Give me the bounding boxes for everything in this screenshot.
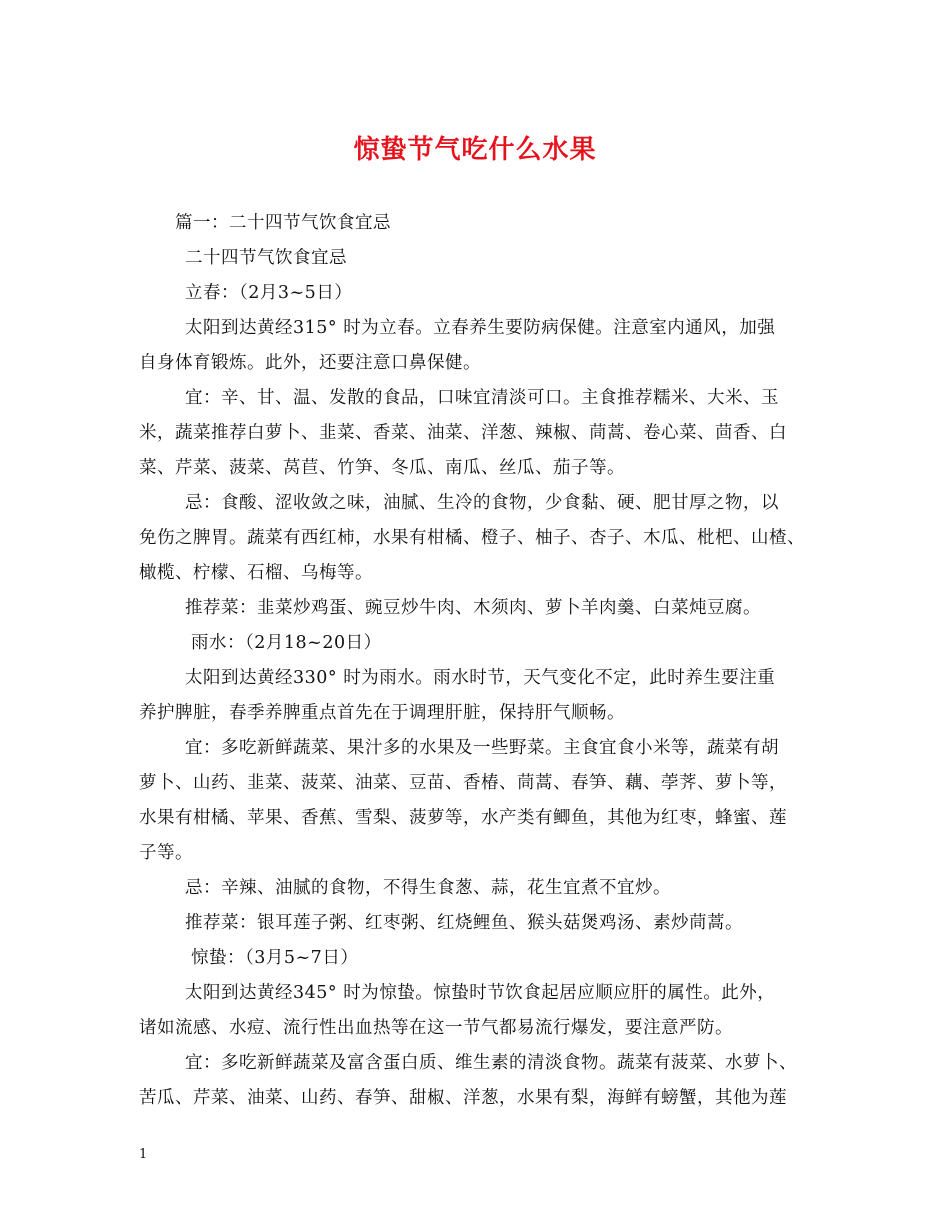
text-line: 子等。	[139, 843, 193, 863]
text-line: 推荐菜：韭菜炒鸡蛋、豌豆炒牛肉、木须肉、萝卜羊肉羹、白菜炖豆腐。	[185, 598, 761, 618]
text-line: 忌：食酸、涩收敛之味，油腻、生冷的食物，少食黏、硬、肥甘厚之物，以	[185, 493, 779, 513]
document-body	[139, 206, 829, 1116]
text-line: 免伤之脾胃。蔬菜有西红柿，水果有柑橘、橙子、柚子、杏子、木瓜、枇杷、山楂、	[139, 528, 805, 548]
text-line: 橄榄、柠檬、石榴、乌梅等。	[139, 563, 373, 583]
text-line: 宜：多吃新鲜蔬菜及富含蛋白质、维生素的清淡食物。蔬菜有菠菜、水萝卜、	[185, 1053, 797, 1073]
text-line: 诸如流感、水痘、流行性出血热等在这一节气都易流行爆发，要注意严防。	[139, 1018, 733, 1038]
text-line: 苦瓜、芹菜、油菜、山药、春笋、甜椒、洋葱，水果有梨，海鲜有螃蟹，其他为莲	[139, 1088, 787, 1108]
page-number: 1	[139, 1147, 148, 1162]
text-line: 二十四节气饮食宜忌	[185, 248, 347, 268]
text-line: 推荐菜：银耳莲子粥、红枣粥、红烧鲤鱼、猴头菇煲鸡汤、素炒茼蒿。	[185, 913, 743, 933]
text-line: 萝卜、山药、韭菜、菠菜、油菜、豆苗、香椿、茼蒿、春笋、藕、荸荠、萝卜等，	[139, 773, 787, 793]
text-line: 惊蛰：（3月5~7日）	[191, 948, 359, 968]
text-line: 太阳到达黄经315° 时为立春。立春养生要防病保健。注意室内通风，加强	[185, 318, 776, 338]
text-line: 忌：辛辣、油腻的食物，不得生食葱、蒜，花生宜煮不宜炒。	[185, 878, 671, 898]
text-line: 养护脾脏，春季养脾重点首先在于调理肝脏，保持肝气顺畅。	[139, 703, 625, 723]
text-line: 立春：（2月3~5日）	[185, 283, 353, 303]
text-line: 雨水：（2月18~20日）	[191, 633, 382, 653]
text-line: 水果有柑橘、苹果、香蕉、雪梨、菠萝等，水产类有鲫鱼，其他为红枣，蜂蜜、莲	[139, 808, 787, 828]
text-line: 篇一：二十四节气饮食宜忌	[175, 213, 391, 233]
document-title: 惊蛰节气吃什么水果	[353, 135, 597, 165]
text-line: 米，蔬菜推荐白萝卜、韭菜、香菜、油菜、洋葱、辣椒、茼蒿、卷心菜、茴香、白	[139, 423, 787, 443]
text-line: 自身体育锻炼。此外，还要注意口鼻保健。	[139, 353, 481, 373]
text-line: 太阳到达黄经345° 时为惊蛰。惊蛰时节饮食起居应顺应肝的属性。此外，	[185, 983, 776, 1003]
text-line: 菜、芹菜、菠菜、莴苣、竹笋、冬瓜、南瓜、丝瓜、茄子等。	[139, 458, 625, 478]
text-line: 宜：多吃新鲜蔬菜、果汁多的水果及一些野菜。主食宜食小米等，蔬菜有胡	[185, 738, 779, 758]
text-line: 太阳到达黄经330° 时为雨水。雨水时节，天气变化不定，此时养生要注重	[185, 668, 776, 688]
text-line: 宜：辛、甘、温、发散的食品，口味宜清淡可口。主食推荐糯米、大米、玉	[185, 388, 779, 408]
